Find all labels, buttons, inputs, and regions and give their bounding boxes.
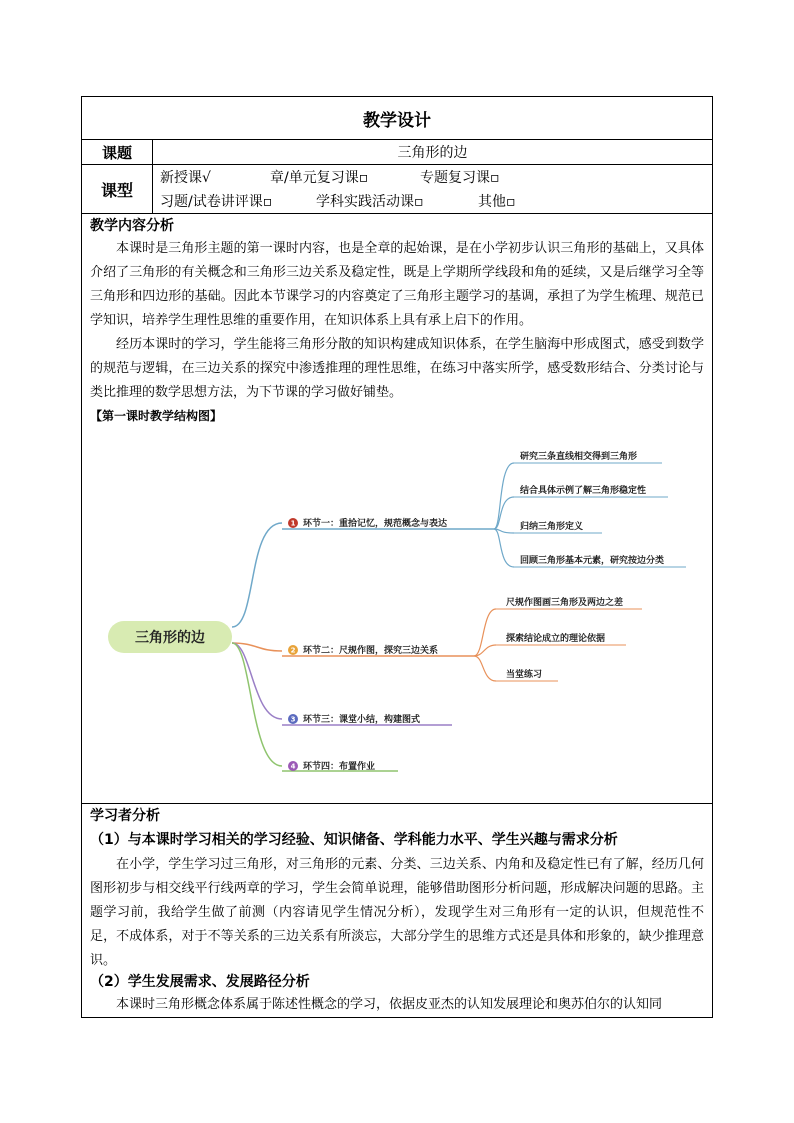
type-option-exercise[interactable]: 习题/试卷讲评课▫	[160, 194, 273, 210]
type-option-topic-review[interactable]: 专题复习课▫	[420, 170, 500, 186]
learner-analysis-para-1: 在小学，学生学习过三角形，对三角形的元素、分类、三边关系、内角和及稳定性已有了解，经历几何图形初步与相交线平行线两章的学习，学生会简单说理，能够借助图形分析问题，形成解决问题的思路。主题学习前，我给学生做了前测（内容请见学生情况分析），发现学生对三角形有一定的认识，但规范性不足，不成体系，对于不等关系的三边关系有所淡忘，大部分学生的思维方式还是具体和形象的，缺少推理意识。	[90, 857, 704, 968]
learner-analysis-para-2: 本课时三角形概念体系属于陈述性概念的学习，依据皮亚杰的认知发展理论和奥苏伯尔的认知同	[116, 997, 663, 1012]
branch-2-label: 环节二：尺规作图，探究三边关系	[303, 646, 439, 656]
content-analysis-title: 教学内容分析	[90, 218, 174, 234]
topic-label: 课题	[101, 143, 132, 162]
mindmap	[82, 431, 712, 801]
topic-value: 三角形的边	[397, 145, 468, 161]
branch-4-number: 4	[290, 762, 296, 771]
type-label: 课型	[100, 180, 133, 200]
branch-2-number: 2	[290, 646, 296, 655]
mindmap-center-label: 三角形的边	[135, 630, 205, 646]
branch-1-child-2: 结合具体示例了解三角形稳定性	[520, 486, 647, 496]
lesson-plan-table	[81, 96, 713, 1018]
branch-4-label: 环节四：布置作业	[303, 762, 376, 772]
type-option-practice[interactable]: 学科实践活动课▫	[316, 194, 424, 210]
branch-1-connector	[232, 523, 282, 627]
branch-3-label: 环节三：课堂小结，构建图式	[303, 715, 421, 725]
page-title: 教学设计	[363, 110, 431, 131]
branch-2-child-3: 当堂练习	[506, 670, 543, 680]
branch-1-number: 1	[290, 519, 296, 528]
content-analysis-para-2: 经历本课时的学习，学生能将三角形分散的知识构建成知识体系，在学生脑海中形成图式，感受到数学的规范与逻辑，在三边关系的探究中渗透推理的理性思维，在练习中落实所学，感受数形结合、分类讨论与类比推理的数学思想方法，为下节课的学习做好铺垫。	[90, 337, 704, 400]
branch-3-connector	[232, 643, 282, 719]
learner-analysis-sub-2: （2）学生发展需求、发展路径分析	[90, 974, 310, 990]
learner-analysis-sub-1: （1）与本课时学习相关的学习经验、知识储备、学科能力水平、学生兴趣与需求分析	[90, 832, 618, 848]
type-option-new[interactable]: 新授课√	[160, 170, 211, 186]
branch-3-number: 3	[290, 715, 296, 724]
learner-analysis-title: 学习者分析	[90, 808, 160, 824]
diagram-caption: 【第一课时教学结构图】	[90, 409, 223, 423]
branch-1-child-1: 研究三条直线相交得到三角形	[520, 452, 638, 462]
type-option-other[interactable]: 其他▫	[478, 194, 516, 210]
branch-1-child-4: 回顾三角形基本元素，研究按边分类	[520, 556, 665, 566]
branch-4-connector	[232, 643, 282, 766]
branch-1-child-3: 归纳三角形定义	[520, 522, 584, 532]
branch-1-label: 环节一：重拾记忆，规范概念与表达	[303, 519, 448, 529]
content-analysis-para-1: 本课时是三角形主题的第一课时内容，也是全章的起始课，是在小学初步认识三角形的基础上，又具体介绍了三角形的有关概念和三角形三边关系及稳定性，既是上学期所学线段和角的延续，又是后继学习全等三角形和四边形的基础。因此本节课学习的内容奠定了三角形主题学习的基调，承担了为学生梳理、规范已学知识，培养学生理性思维的重要作用，在知识体系上具有承上启下的作用。	[90, 241, 704, 328]
branch-2-child-1: 尺规作图画三角形及两边之差	[506, 598, 624, 608]
branch-2-child-2: 探索结论成立的理论依据	[506, 634, 606, 644]
type-option-chapter-review[interactable]: 章/单元复习课▫	[270, 170, 369, 186]
